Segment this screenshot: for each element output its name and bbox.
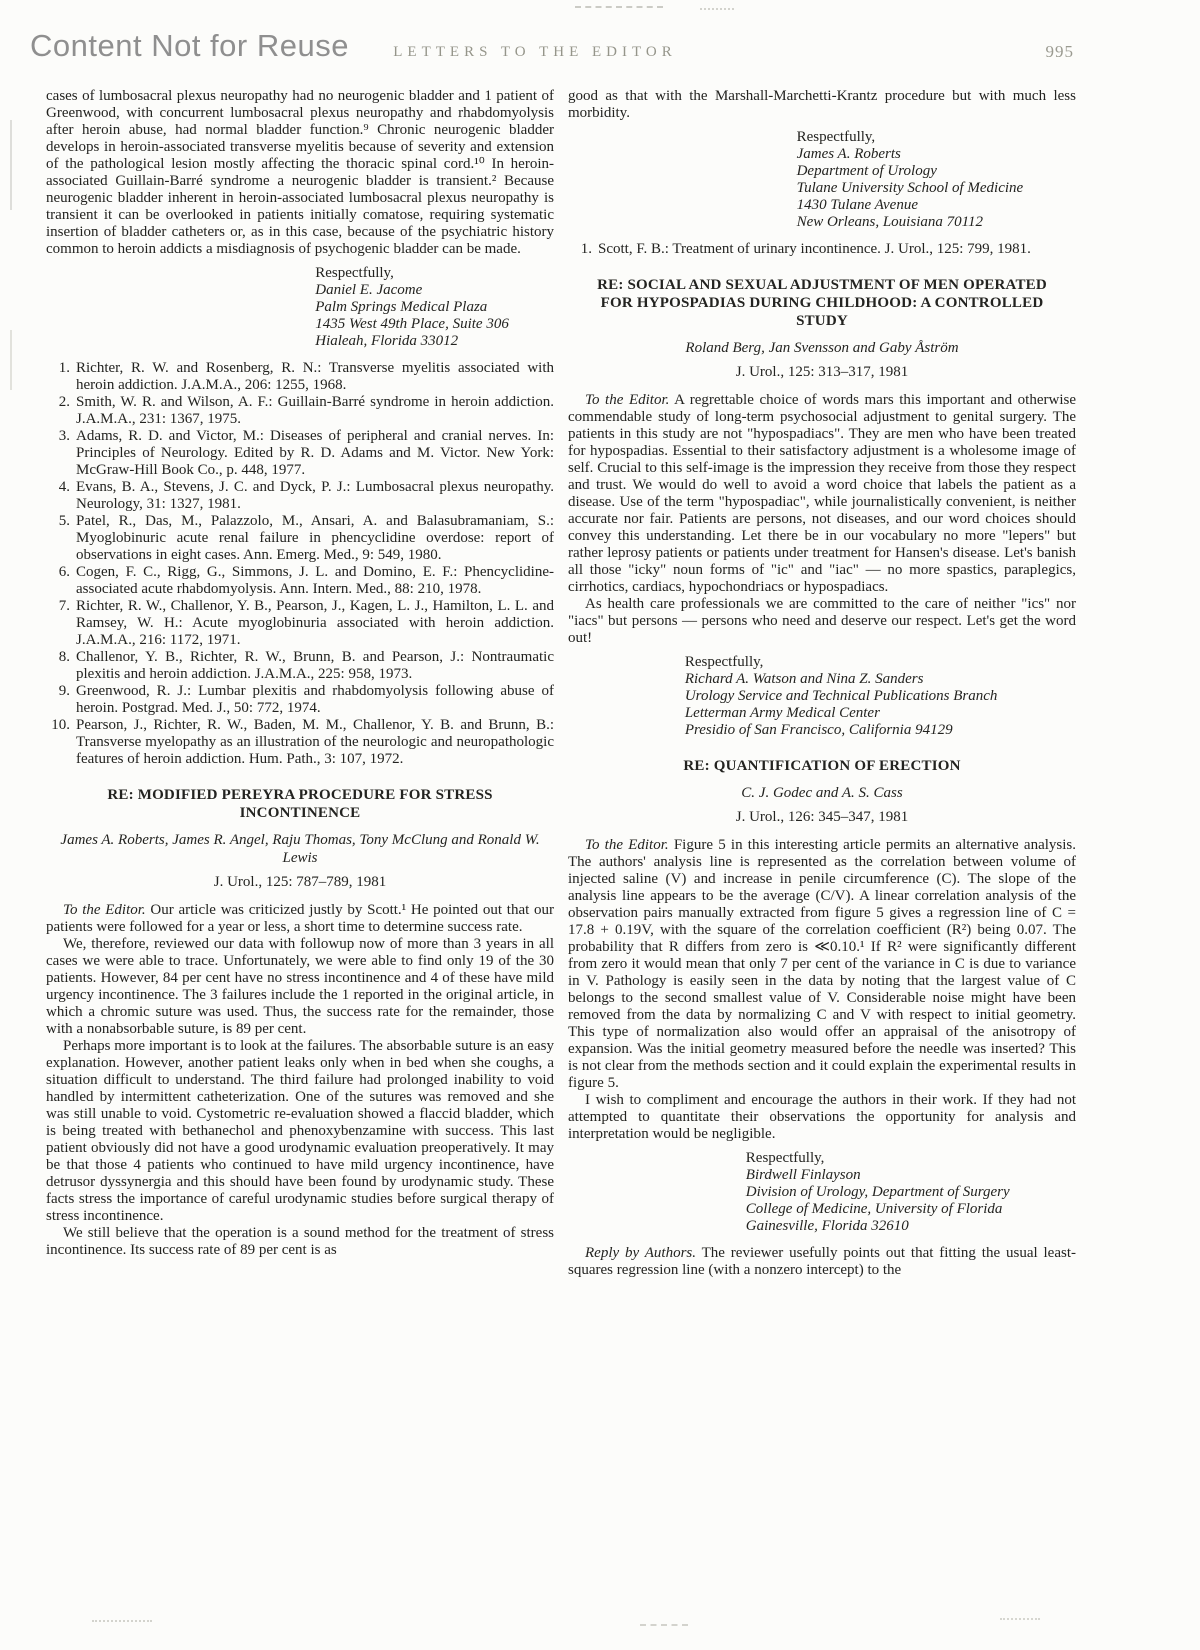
letter3-heading: RE: SOCIAL AND SEXUAL ADJUSTMENT OF MEN OPERATED FOR HYPOSPADIAS DURING CHILDHOOD: A CONTROLLED STUDY [597, 277, 1047, 329]
scan-artifact [1000, 1618, 1040, 1620]
signature-line: Tulane University School of Medicine [796, 180, 1024, 196]
letter3-paragraph: As health care professionals we are committed to the care of neither "ics" nor "iacs" but persons — persons who need and deserve our respect. Let's get the word out! [568, 596, 1076, 646]
signature-line: College of Medicine, University of Florida [745, 1201, 1003, 1217]
letter2-paragraph: We still believe that the operation is a sound method for the treatment of stress incontinence. Its success rate of 89 per cent is as [46, 1225, 554, 1258]
letter4-paragraph: I wish to compliment and encourage the authors in their work. If they had not attempted to quantitate their observations the opportunity for analysis and interpretation would be negligible. [568, 1092, 1076, 1142]
two-column-body [46, 88, 1076, 1612]
letter2-paragraph: Perhaps more important is to look at the failures. The absorbable suture is an easy explanation. However, another patient leaks only when in bed when she coughs, a situation difficult to understand. The third failure had prolonged inability to void handled by intermittent catheterization. One of the sutures was removed and she was still unable to void. Cystometric re-evaluation showed a flaccid bladder, which is being treated with bethanechol and phenoxybenzamine with success. This last patient obviously did not have a good urodynamic evaluation preoperatively. It may be that those 4 patients who continued to have mild urgency incontinence, have detrusor dyssynergia and this should have been found by urodynamic study. These facts stress the importance of careful urodynamic studies before surgical therapy of stress incontinence. [46, 1038, 554, 1224]
scan-artifact [700, 8, 734, 10]
signature-line: New Orleans, Louisiana 70112 [796, 214, 983, 230]
letter1-reference-list [46, 360, 554, 768]
reference-item: Richter, R. W. and Rosenberg, R. N.: Transverse myelitis associated with heroin addiction. J.A.M.A., 206: 1255, 1968. [76, 360, 554, 393]
scan-artifact [10, 330, 12, 390]
signature-name: Birdwell Finlayson [745, 1167, 861, 1183]
reference-item: Smith, W. R. and Wilson, A. F.: Guillain-Barré syndrome in heroin addiction. J.A.M.A., 231: 1367, 1975. [76, 394, 554, 427]
signature-line: Urology Service and Technical Publications Branch [684, 688, 998, 704]
signature-line: Gainesville, Florida 32610 [745, 1218, 909, 1234]
reference-item: Richter, R. W., Challenor, Y. B., Pearson, J., Kagen, L. J., Hamilton, L. L. and Ramsey, W. H.: Acute myoglobinuria associated with heroin addiction. J.A.M.A., 216: 1172, 1971. [76, 598, 554, 648]
signature-closing: Respectfully, [796, 129, 876, 145]
paragraph-text: Figure 5 in this interesting article permits an alternative analysis. The authors' analysis line is represented as the correlation between volume of injected saline (V) and increase in penile circumference (C). The slope of the analysis line appears to be the average (C/V). A linear correlation analysis of the observation pairs manually extracted from figure 5 gives a regression line of C = 17.8 + 0.19V, with the square of the correlation coefficient (R²) being 0.07. The probability that R differs from zero is ≪0.10.¹ If R² were significantly different from zero it would mean that only 7 per cent of the variance in C is due to variance in V. Pathology is easily seen in the data by noting that the largest value of C belongs to the second smallest value of V. Considerable noise might have been removed from the data by normalizing C and V with respect to initial geometry. This type of normalization also would offer an appraisal of the anisotropy of expansion. Was the initial geometry measured before the needle was inserted? This is not clear from the methods section and it could explain the experimental results in figure 5. [568, 837, 1076, 1091]
letter4-citation: J. Urol., 126: 345–347, 1981 [735, 809, 909, 825]
left-column [46, 88, 554, 1612]
right-column [568, 88, 1076, 1612]
signature-line: Department of Urology [796, 163, 937, 179]
letter4-signature-block [746, 1150, 1076, 1235]
to-the-editor-lead: To the Editor. [585, 837, 669, 853]
letter2-paragraph [46, 902, 554, 936]
reference-item: Evans, B. A., Stevens, J. C. and Dyck, P. J.: Lumbosacral plexus neuropathy. Neurology, 31: 1327, 1981. [76, 479, 554, 512]
signature-name: Daniel E. Jacome [315, 282, 423, 298]
paragraph-text: Our article was criticized justly by Scott.¹ He pointed out that our patients were followed for a year or less, a short time to determine success rate. [46, 902, 554, 935]
reference-item: Greenwood, R. J.: Lumbar plexitis and rhabdomyolysis following abuse of heroin. Postgrad. Med. J., 50: 772, 1974. [76, 683, 554, 716]
signature-line: Letterman Army Medical Center [684, 705, 880, 721]
page-number: 995 [1045, 42, 1074, 61]
letter2-reference-list [568, 241, 1076, 258]
reply-by-authors-paragraph [568, 1245, 1076, 1279]
letter4-heading: RE: QUANTIFICATION OF ERECTION [683, 758, 961, 774]
signature-closing: Respectfully, [745, 1150, 825, 1166]
letter1-continuation-paragraph: cases of lumbosacral plexus neuropathy had no neurogenic bladder and 1 patient of Greenwood, with concurrent lumbosacral plexus neuropathy and rhabdomyolysis after heroin abuse, had normal bladder function.⁹ Chronic neurogenic bladder develops in heroin-associated transverse myelitis because of severity and extension of the pathological lesion mostly affecting the thoracic spinal cord.¹⁰ In heroin-associated Guillain-Barré syndrome a neurogenic bladder is transient.² Because neurogenic bladder inherent in heroin-associated lumbosacral plexus neuropathy is transient it can be overlooked in patients initially comatose, requiring systematic insertion of bladder catheters or, as in this case, because of the psychiatric history common to heroin addicts a misdiagnosis of psychogenic bladder can be made. [46, 88, 554, 257]
letter2-paragraph: We, therefore, reviewed our data with followup now of more than 3 years in all cases we were able to trace. Unfortunately, we were able to find only 19 of the 30 patients. However, 84 per cent have no stress incontinence and 4 of these have mild urgency incontinence. The 3 failures include the 1 reported in the original article, in which a chromic suture was used. Thus, the success rate for the remainder, those with a nonabsorbable suture, is 89 per cent. [46, 936, 554, 1037]
paragraph-text: A regrettable choice of words mars this important and otherwise commendable study of long-term psychosocial adjustment to genital surgery. The patients in this study are not "hypospadiacs". They are men who have been treated for hypospadias. Essential to their satisfactory adjustment is a wholesome image of self. Crucial to this self-image is the impression they receive from those they respect and trust. We would do well to avoid a word choice that labels the patient as a disease. Use of the term "hypospadiac", while journalistically convenient, is neither accurate nor fair. Patients are persons, not diseases, and our word choices should convey this understanding. Let there be in our vocabulary no more "lepers" but rather leprosy patients or patients under treatment for Hansen's disease. Let's banish all those "icky" noun forms of "ic" and "iac" — no more spastics, paraplegics, cirrhotics, cardiacs, hypochondriacs or hypospadiacs. [568, 392, 1076, 595]
signature-line: 1430 Tulane Avenue [796, 197, 918, 213]
letter2-continuation-paragraph: good as that with the Marshall-Marchetti-Krantz procedure but with much less morbidity. [568, 88, 1076, 121]
to-the-editor-lead: To the Editor. [585, 392, 670, 408]
signature-closing: Respectfully, [315, 265, 394, 281]
reference-item: Scott, F. B.: Treatment of urinary incontinence. J. Urol., 125: 799, 1981. [598, 241, 1031, 257]
signature-line: 1435 West 49th Place, Suite 306 [315, 316, 509, 332]
letter3-citation: J. Urol., 125: 313–317, 1981 [735, 364, 909, 380]
letter4-authors: C. J. Godec and A. S. Cass [741, 785, 903, 801]
reference-item: Adams, R. D. and Victor, M.: Diseases of peripheral and cranial nerves. In: Principles of Neurology. Edited by R. D. Adams and M. Victor. New York: McGraw-Hill Book Co., p. 448, 1977. [76, 428, 554, 478]
reference-item: Patel, R., Das, M., Palazzolo, M., Ansari, A. and Balasubramaniam, S.: Myoglobinuric acute renal failure in phencyclidine overdose: report of observations in eight cases. Ann. Emerg. Med., 9: 549, 1980. [76, 513, 554, 563]
signature-name: James A. Roberts [796, 146, 901, 162]
reuse-watermark: Content Not for Reuse [30, 28, 349, 63]
letter2-citation: J. Urol., 125: 787–789, 1981 [213, 874, 387, 890]
paragraph-text: The reviewer usefully points out that fitting the usual least-squares regression line (with a nonzero intercept) to the [568, 1245, 1076, 1278]
letter3-paragraph [568, 392, 1076, 596]
letter1-signature-block [315, 265, 554, 350]
reply-lead: Reply by Authors. [585, 1245, 697, 1261]
scan-artifact [575, 6, 663, 8]
scan-artifact [10, 120, 12, 210]
reference-item: Challenor, Y. B., Richter, R. W., Brunn, B. and Pearson, J.: Nontraumatic plexitis and heroin addiction. J.A.M.A., 225: 958, 1973. [76, 649, 554, 682]
letter4-paragraph [568, 837, 1076, 1092]
signature-line: Hialeah, Florida 33012 [315, 333, 459, 349]
running-head: LETTERS TO THE EDITOR [393, 44, 677, 60]
letter2-authors: James A. Roberts, James R. Angel, Raju Thomas, Tony McClung and Ronald W. Lewis [60, 832, 540, 866]
letter2-heading: RE: MODIFIED PEREYRA PROCEDURE FOR STRESS INCONTINENCE [107, 787, 493, 821]
scan-artifact [640, 1624, 688, 1626]
scan-artifact [92, 1620, 152, 1622]
signature-line: Presidio of San Francisco, California 94129 [684, 722, 953, 738]
signature-closing: Respectfully, [684, 654, 764, 670]
signature-line: Palm Springs Medical Plaza [315, 299, 488, 315]
reference-item: Pearson, J., Richter, R. W., Baden, M. M., Challenor, Y. B. and Brunn, B.: Transverse myelopathy as an illustration of the neurologic and neuropathologic features of heroin addiction. Hum. Path., 3: 107, 1972. [76, 717, 554, 767]
letter3-signature-block [685, 654, 1076, 739]
letter2-signature-block [797, 129, 1076, 231]
letter3-authors: Roland Berg, Jan Svensson and Gaby Åström [685, 340, 959, 356]
reference-item: Cogen, F. C., Rigg, G., Simmons, J. L. and Domino, E. F.: Phencyclidine-associated acute rhabdomyolysis. Ann. Intern. Med., 88: 210, 1978. [76, 564, 554, 597]
signature-line: Division of Urology, Department of Surgery [745, 1184, 1010, 1200]
signature-name: Richard A. Watson and Nina Z. Sanders [684, 671, 924, 687]
to-the-editor-lead: To the Editor. [63, 902, 146, 918]
